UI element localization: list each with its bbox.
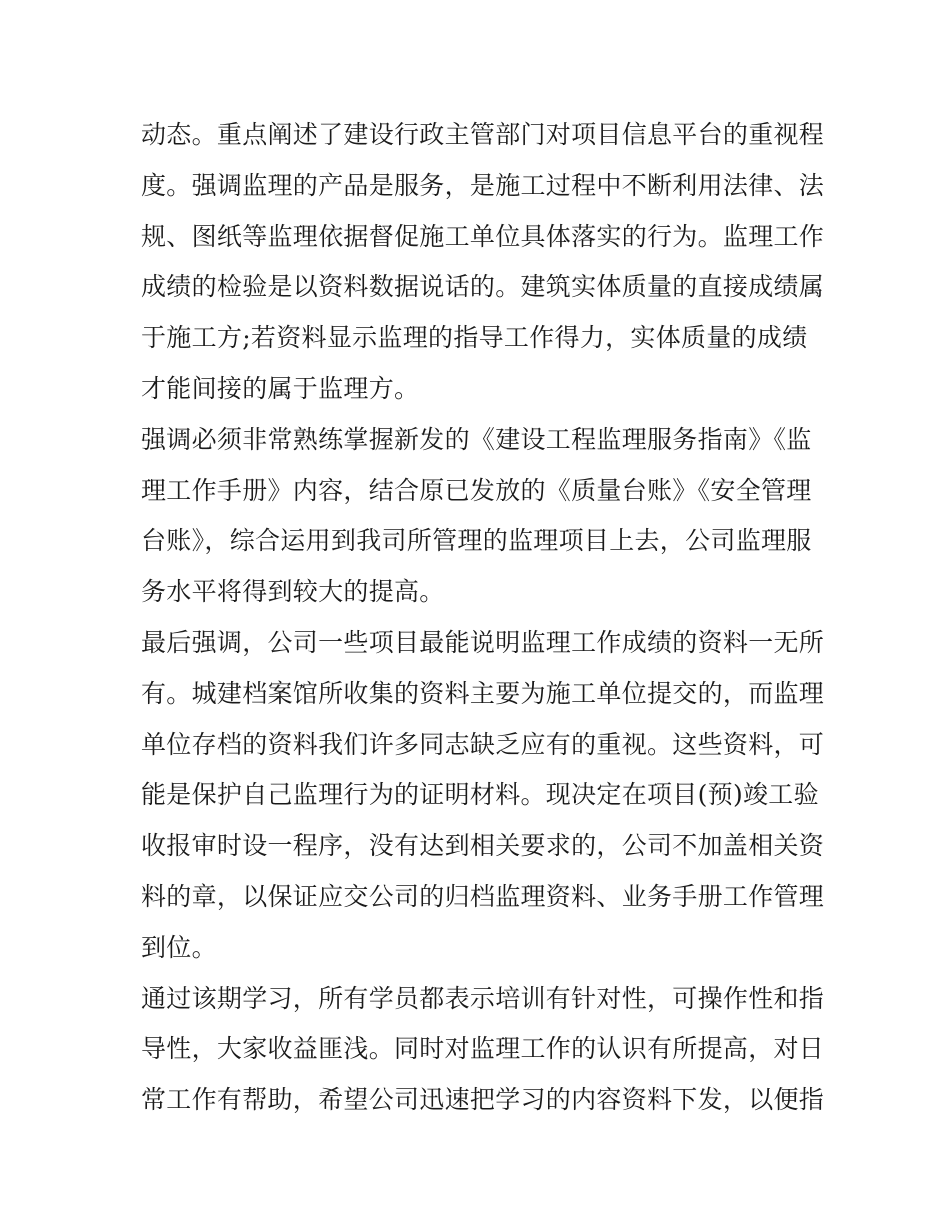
paragraph-1 — [141, 110, 825, 415]
text-line: 理工作手册》内容，结合原已发放的《质量台账》《安全管理 — [141, 475, 812, 505]
document-body — [141, 110, 825, 1126]
paragraph-2 — [141, 415, 813, 618]
text-line: 常工作有帮助，希望公司迅速把学习的内容资料下发，以便指 — [141, 1085, 825, 1115]
text-line: 通过该期学习，所有学员都表示培训有针对性，可操作性和指 — [141, 983, 825, 1013]
text-line: 才能间接的属于监理方。 — [141, 373, 420, 403]
text-line: 务水平将得到较大的提高。 — [141, 577, 445, 607]
text-line: 单位存档的资料我们许多同志缺乏应有的重视。这些资料，可 — [141, 729, 825, 759]
text-line: 于施工方;若资料显示监理的指导工作得力，实体质量的成绩 — [141, 323, 808, 353]
paragraph-4 — [141, 974, 825, 1126]
text-line: 最后强调，公司一些项目最能说明监理工作成绩的资料一无所 — [141, 627, 825, 657]
text-line: 规、图纸等监理依据督促施工单位具体落实的行为。监理工作 — [141, 221, 825, 251]
text-line: 能是保护自己监理行为的证明材料。现决定在项目(预)竣工验 — [141, 780, 819, 810]
text-line: 料的章，以保证应交公司的归档监理资料、业务手册工作管理 — [141, 881, 825, 911]
text-line: 收报审时设一程序，没有达到相关要求的，公司不加盖相关资 — [141, 831, 825, 861]
text-line: 到位。 — [141, 932, 217, 962]
text-line: 成绩的检验是以资料数据说话的。建筑实体质量的直接成绩属 — [141, 272, 825, 302]
text-line: 强调必须非常熟练掌握新发的《建设工程监理服务指南》《监 — [141, 424, 812, 454]
text-line: 有。城建档案馆所收集的资料主要为施工单位提交的，而监理 — [141, 678, 825, 708]
text-line: 导性，大家收益匪浅。同时对监理工作的认识有所提高，对日 — [141, 1034, 825, 1064]
paragraph-3 — [141, 618, 825, 974]
text-line: 台账》，综合运用到我司所管理的监理项目上去，公司监理服 — [141, 526, 812, 556]
text-line: 度。强调监理的产品是服务，是施工过程中不断利用法律、法 — [141, 170, 825, 200]
text-line: 动态。重点阐述了建设行政主管部门对项目信息平台的重视程 — [141, 120, 825, 149]
